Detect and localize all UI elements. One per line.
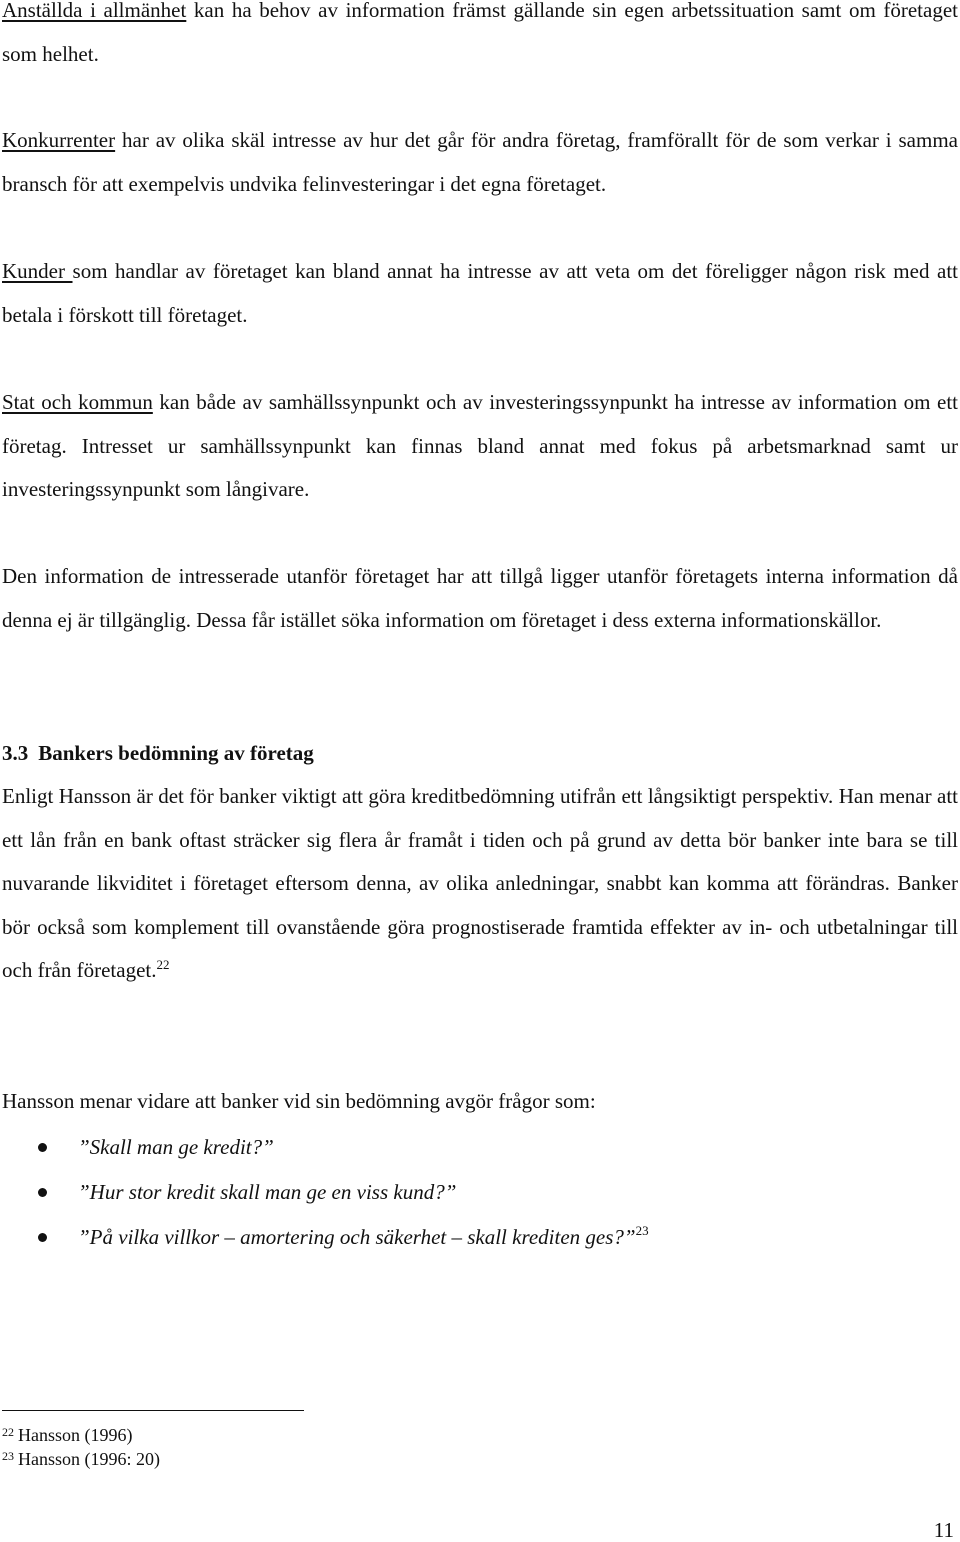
paragraph-competitors-text: har av olika skäl intresse av hur det går för andra företag, framförallt för de som verkar i samma bransch för att exempelvis undvika felinvesteringar i det egna företaget. [2, 128, 958, 196]
paragraph-customers [2, 250, 958, 337]
footnote-number: 23 [2, 1449, 14, 1463]
paragraph-employees [2, 0, 958, 76]
footnote-ref-22[interactable]: 22 [156, 957, 170, 972]
footnote-number: 22 [2, 1425, 14, 1439]
list-item-text [78, 1221, 649, 1253]
paragraph-questions-intro [2, 1080, 958, 1124]
list-item-label: ”Hur stor kredit skall man ge en viss kund?” [78, 1180, 457, 1204]
footnote-text: Hansson (1996: 20) [18, 1449, 160, 1469]
list-item-text [78, 1131, 274, 1163]
term-customers: Kunder [2, 259, 73, 283]
paragraph-state-municipality-text: kan både av samhällssynpunkt och av investeringssynpunkt ha intresse av information om ett företag. Intresset ur samhällssynpunkt kan finnas bland annat med fokus på arbetsmarknad samt ur investeringssynpunkt som långivare. [2, 390, 959, 501]
paragraph-questions-intro-text: Hansson menar vidare att banker vid sin bedömning avgör frågor som: [2, 1089, 596, 1113]
term-state-municipality: Stat och kommun [2, 390, 153, 414]
paragraph-competitors [2, 119, 958, 206]
paragraph-external-information [2, 555, 958, 642]
paragraph-employees-text: kan ha behov av information främst gällande sin egen arbetssituation samt om företaget som helhet. [2, 0, 958, 66]
footnote-ref-23[interactable]: 23 [635, 1223, 649, 1238]
paragraph-external-information-text: Den information de intresserade utanför företaget har att tillgå ligger utanför företagets interna information då denna ej är tillgänglig. Dessa får istället söka information om företaget i dess externa informationskällor. [2, 564, 958, 632]
section-heading [2, 732, 314, 776]
list-item-text [78, 1176, 456, 1208]
paragraph-hansson-banks-text: Enligt Hansson är det för banker viktigt att göra kreditbedömning utifrån ett långsiktigt perspektiv. Han menar att ett lån från en bank oftast sträcker sig flera år framåt i tiden och på grund av detta bör banker inte bara se till nuvarande likviditet i företaget eftersom denna, av olika anledningar, snabbt kan komma att förändras. Banker bör också som komplement till ovanstående göra prognostiserade framtida effekter av in- och utbetalningar till och från företaget. [2, 784, 958, 982]
bullet-icon [38, 1233, 47, 1242]
section-number: 3.3 [2, 741, 29, 765]
section-title: Bankers bedömning av företag [38, 741, 314, 765]
list-item-label: ”På vilka villkor – amortering och säkerhet – skall krediten ges?” [78, 1225, 636, 1249]
paragraph-hansson-banks [2, 775, 958, 993]
list-item-label: ”Skall man ge kredit?” [78, 1135, 274, 1159]
footnote-23 [2, 1447, 160, 1471]
page-number: 11 [933, 1518, 954, 1542]
term-employees: Anställda i allmänhet [2, 0, 187, 22]
term-competitors: Konkurrenter [2, 128, 116, 152]
bullet-icon [38, 1188, 47, 1197]
bullet-icon [38, 1143, 47, 1152]
paragraph-state-municipality [2, 381, 958, 512]
footnote-text: Hansson (1996) [18, 1425, 133, 1445]
footnote-separator [2, 1410, 304, 1411]
paragraph-customers-text: som handlar av företaget kan bland annat ha intresse av att veta om det föreligger någon risk med att betala i förskott till företaget. [2, 259, 958, 327]
footnote-22 [2, 1423, 133, 1447]
